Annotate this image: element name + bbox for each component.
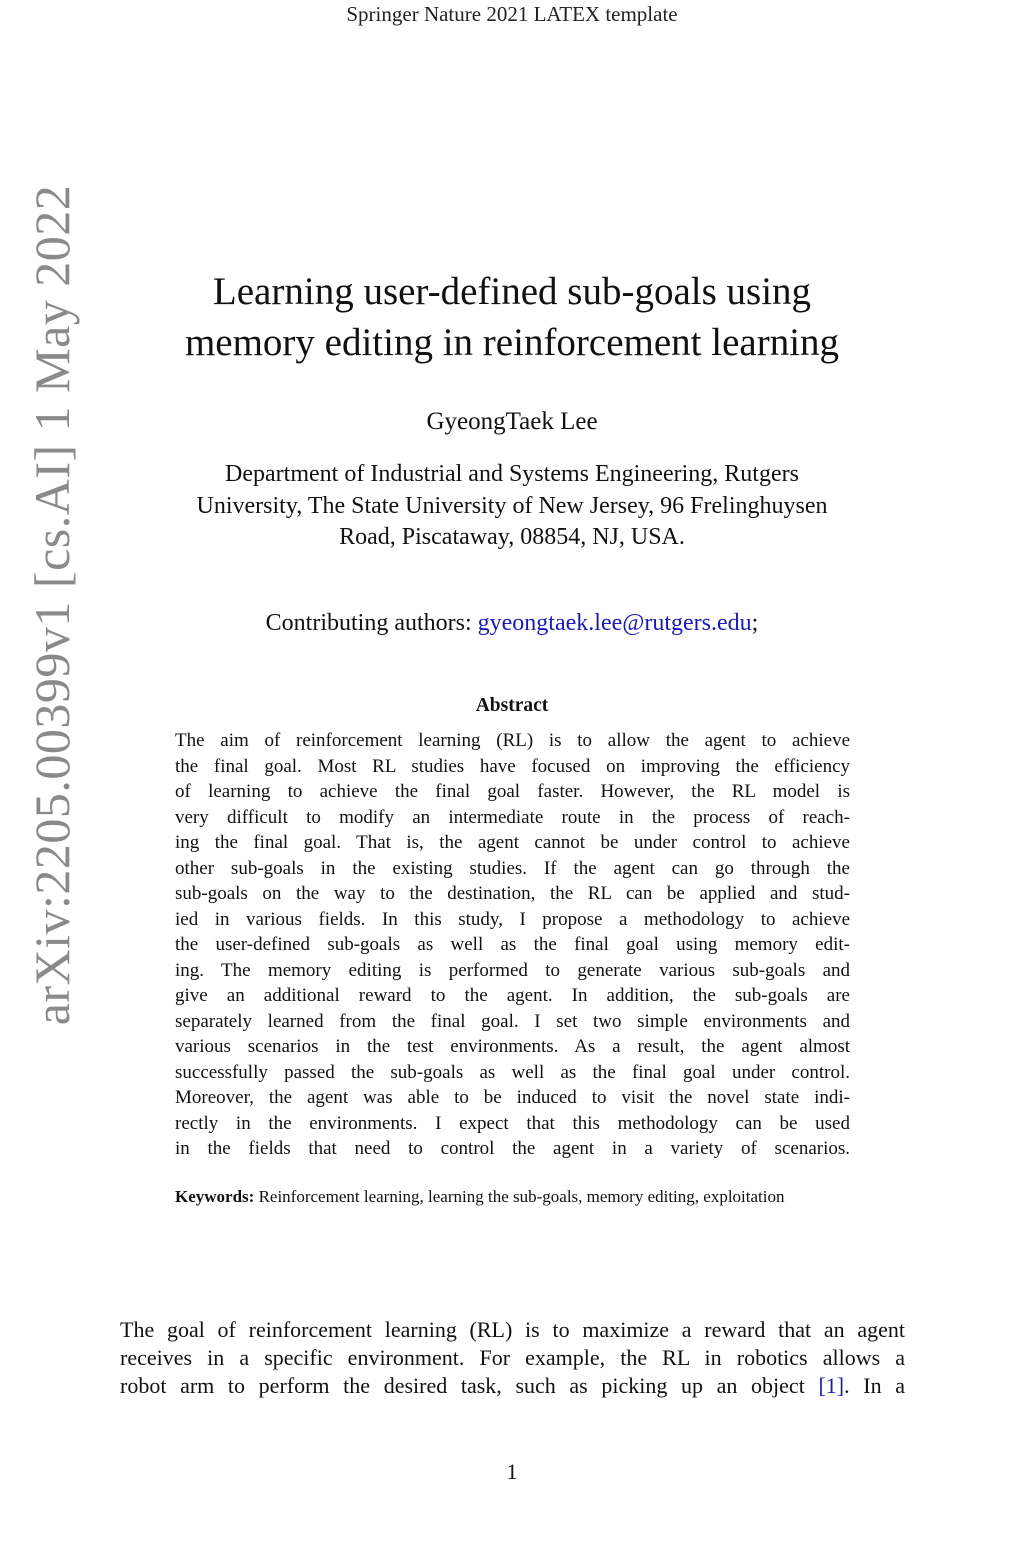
body-line: receives in a specific environment. For example, the RL in robotics allows a — [120, 1345, 905, 1370]
abstract-line: sub-goals on the way to the destination, the RL can be applied and stud- — [175, 883, 850, 904]
abstract-line: rectly in the environments. I expect that this methodology can be used — [175, 1112, 850, 1134]
abstract-line: ing the final goal. That is, the agent cannot be under control to achieve — [175, 832, 850, 853]
author-affiliation — [0, 459, 1024, 554]
abstract-line: The aim of reinforcement learning (RL) is to allow the agent to achieve — [175, 730, 850, 751]
abstract-line: other sub-goals in the existing studies. If the agent can go through the — [175, 857, 850, 879]
body-text-segment: robot arm to perform the desired task, such as picking up an object — [120, 1373, 819, 1398]
author-name: GyeongTaek Lee — [426, 408, 598, 435]
abstract-line: in the fields that need to control the agent in a variety of scenarios. — [175, 1138, 850, 1159]
abstract-line: various scenarios in the test environments. As a result, the agent almost — [175, 1036, 850, 1057]
abstract-line: Moreover, the agent was able to be induced to visit the novel state indi- — [175, 1087, 850, 1108]
affiliation-line: University, The State University of New Jersey, 96 Frelinghuysen — [196, 492, 828, 519]
title-line: memory editing in reinforcement learning — [184, 321, 840, 364]
contrib-label: Contributing authors: — [265, 610, 478, 636]
affiliation-line: Department of Industrial and Systems Engineering, Rutgers — [225, 461, 799, 487]
abstract-body — [175, 728, 850, 1162]
abstract-line: successfully passed the sub-goals as well as the final goal under control. — [175, 1061, 850, 1083]
abstract-line: give an additional reward to the agent. In addition, the sub-goals are — [175, 985, 850, 1006]
title-line: Learning user-defined sub-goals using — [212, 270, 812, 313]
keywords-label: Keywords: — [175, 1187, 255, 1206]
affiliation-line: Road, Piscataway, 08854, NJ, USA. — [339, 524, 685, 550]
abstract-line: ied in various fields. In this study, I propose a methodology to achieve — [175, 908, 850, 930]
abstract-line: separately learned from the final goal. I set two simple environments and — [175, 1010, 850, 1032]
abstract-line: the user-defined sub-goals as well as the final goal using memory edit- — [175, 934, 850, 955]
body-text-segment: . In a — [844, 1373, 905, 1398]
abstract-line: the final goal. Most RL studies have focused on improving the efficiency — [175, 755, 850, 777]
body-line — [120, 1372, 905, 1400]
body-line: The goal of reinforcement learning (RL) is to maximize a reward that an agent — [120, 1317, 905, 1342]
keywords-text: Reinforcement learning, learning the sub-goals, memory editing, exploitation — [254, 1187, 785, 1206]
contributing-authors — [0, 610, 1024, 637]
paper-title — [112, 266, 912, 368]
keywords — [175, 1185, 850, 1208]
contrib-suffix: ; — [751, 610, 759, 636]
page-number: 1 — [506, 1459, 518, 1484]
abstract-heading: Abstract — [475, 695, 549, 716]
abstract-line: ing. The memory editing is performed to generate various sub-goals and — [175, 959, 850, 981]
body-paragraph — [120, 1316, 905, 1400]
author-email-link[interactable]: gyeongtaek.lee@rutgers.edu — [477, 610, 752, 636]
running-header: Springer Nature 2021 LATEX template — [346, 2, 678, 26]
citation-link[interactable]: [1] — [818, 1373, 845, 1398]
arxiv-identifier-stamp: arXiv:2205.00399v1 [cs.AI] 1 May 2022 — [24, 184, 80, 1026]
abstract-line: of learning to achieve the final goal faster. However, the RL model is — [175, 781, 850, 802]
abstract-line: very difficult to modify an intermediate route in the process of reach- — [175, 806, 850, 828]
